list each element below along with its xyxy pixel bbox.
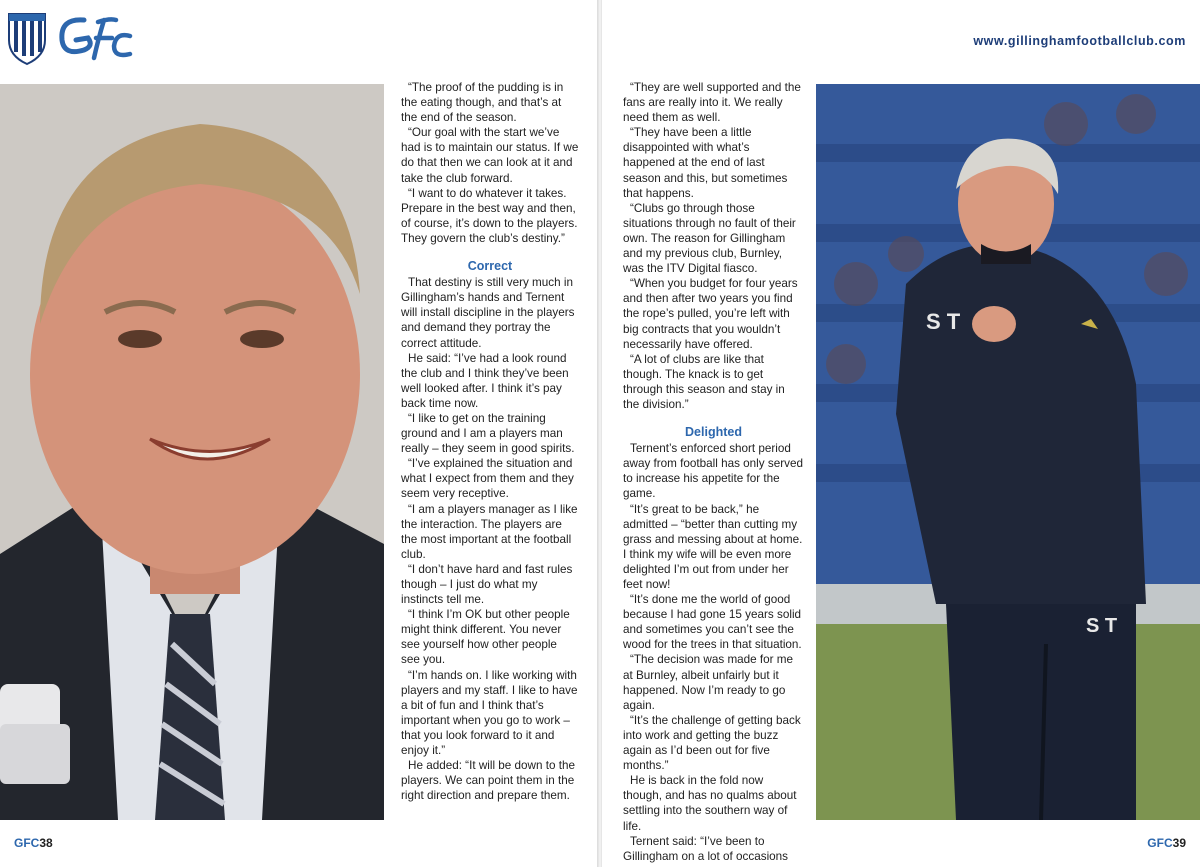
paragraph: “Clubs go through those situations through no fault of their own. The reason for Gillingham and my previous club, Burnley, was the ITV Digital fiasco.: [623, 201, 796, 276]
club-crest-logo: [6, 10, 48, 66]
paragraph: “It’s great to be back,” he admitted – “better than cutting my grass and messing about at home. I think my wife will be even more delighted I’m out from under her feet now!: [623, 502, 803, 591]
folio-prefix: GFC: [1147, 836, 1173, 850]
manager-portrait-photo: [0, 84, 384, 820]
paragraph: “The proof of the pudding is in the eating though, and that’s at the end of the season.: [401, 81, 564, 125]
paragraph: Ternent’s enforced short period away from football has only served to increase his appetite for the game.: [623, 442, 803, 501]
paragraph: “I’ve explained the situation and what I expect from them and they seem very receptive.: [401, 457, 574, 501]
paragraph: “They are well supported and the fans are really into it. We really need them as well.: [623, 81, 801, 125]
paragraph: “I’m hands on. I like working with players and my staff. I like to have a bit of fun and I think that’s important when you go to work – that you look forward to it and enjoy it.”: [401, 668, 578, 758]
paragraph: Ternent said: “I’ve been to Gillingham on a lot of occasions: [623, 834, 789, 863]
section-heading-delighted: Delighted: [685, 425, 742, 440]
paragraph: He said: “I’ve had a look round the club and I think they’ve been well looked after. I think it’s pay back time now.: [401, 351, 569, 410]
paragraph: “A lot of clubs are like that though. The knack is to get through this season and stay in the division.”: [623, 352, 785, 411]
folio-number: 39: [1172, 836, 1186, 850]
paragraph: “The decision was made for me at Burnley, albeit unfairly but it happened. Now I’m ready to go again.: [623, 653, 794, 712]
paragraph: He is back in the fold now though, and has no qualms about settling into the southern way of life.: [623, 774, 797, 833]
paragraph: He added: “It will be down to the players. We can point them in the right direction and prepare them.: [401, 759, 575, 803]
website-url: www.gillinghamfootballclub.com: [973, 34, 1186, 48]
paragraph: “I want to do whatever it takes. Prepare in the best way and then, of course, it’s down to the players. They govern the club’s destiny.”: [401, 186, 578, 245]
paragraph: That destiny is still very much in Gillingham’s hands and Ternent will install discipline in the players and demand they portray the correct attitude.: [401, 276, 575, 350]
gfc-script-logo: [54, 10, 134, 66]
page-number-left: [14, 836, 53, 850]
section-heading-correct: Correct: [467, 259, 513, 274]
touchline-manager-photo: [816, 84, 1200, 820]
article-column-right: [623, 80, 804, 864]
folio-prefix: GFC: [14, 836, 40, 850]
left-page: [0, 0, 598, 867]
svg-text:S T: S T: [926, 309, 961, 334]
page-number-right: [1147, 836, 1186, 850]
paragraph: “They have been a little disappointed with what’s happened at the end of last season and this, but sometimes that happens.: [623, 126, 788, 200]
article-column-left: [401, 80, 579, 803]
paragraph: “It’s done me the world of good because I had gone 15 years solid and sometimes you can’t see the wood for the trees in that situation.: [623, 593, 802, 652]
right-page: [602, 0, 1200, 867]
paragraph: “Our goal with the start we’ve had is to maintain our status. If we do that then we can look at it and take the club forward.: [401, 126, 579, 185]
folio-number: 38: [39, 836, 53, 850]
paragraph: “I am a players manager as I like the interaction. The players are the most important at the football club.: [401, 502, 578, 561]
paragraph: “I like to get on the training ground and I am a players man really – they seem in good spirits.: [401, 411, 575, 456]
paragraph: “I don’t have hard and fast rules though – I just do what my instincts tell me.: [401, 562, 573, 607]
svg-text:S T: S T: [1086, 615, 1118, 637]
paragraph: “I think I’m OK but other people might think different. You never see yourself how other people see you.: [401, 608, 570, 667]
paragraph: “When you budget for four years and then after two years you find the rope’s pulled, you’re left with big contracts that you wouldn’t necessarily have offered.: [623, 277, 798, 351]
paragraph: “It’s the challenge of getting back into work and getting the buzz again as I’d been out for five months.”: [623, 713, 801, 773]
